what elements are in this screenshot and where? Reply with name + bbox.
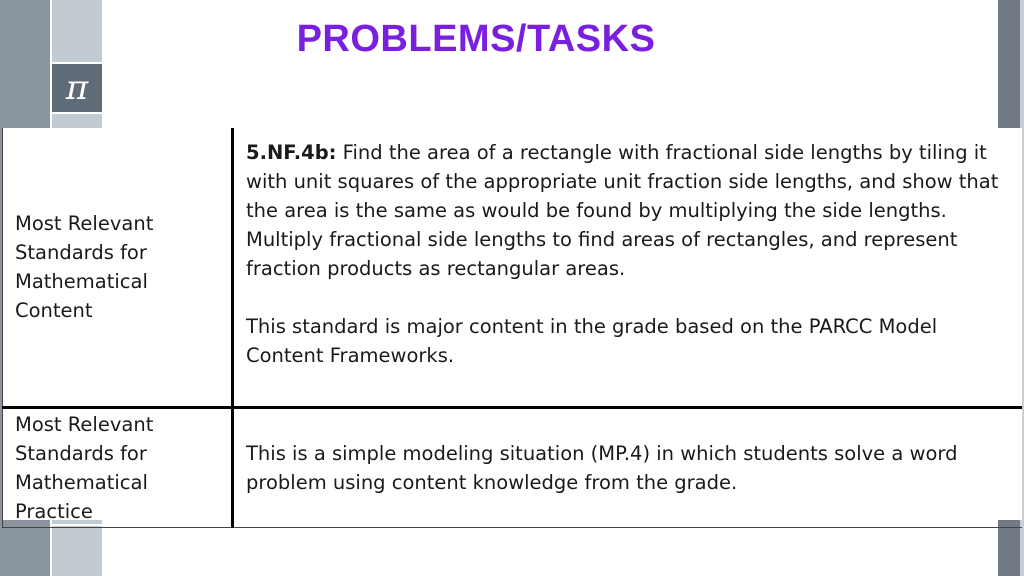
row-content [233,128,1023,408]
row-content: This is a simple modeling situation (MP.4) in which students solve a word problem using content knowledge from the grade. [233,408,1023,528]
standard-text: Find the area of a rectangle with fractional side lengths by tiling it with unit squares of the appropriate unit fraction side lengths, and show that the area is the same as would be found by multiplying the side lengths. Multiply fractional side lengths to find areas of rectangles, and represent fraction products as rectangular areas. [246,141,999,280]
table-row [3,408,1023,528]
pi-logo-icon: π [52,64,102,112]
row-label: Most Relevant Standards for Mathematical Content [3,128,233,408]
standard-description [246,138,1004,283]
standard-note: This standard is major content in the grade based on the PARCC Model Content Frameworks. [246,315,938,367]
table-row [3,128,1023,408]
standards-table [2,128,1022,523]
slide-title: PROBLEMS/TASKS [296,18,656,60]
decor-separator [52,112,102,114]
standard-code: 5.NF.4b: [246,141,337,164]
row-label: Most Relevant Standards for Mathematical Practice [3,408,233,528]
